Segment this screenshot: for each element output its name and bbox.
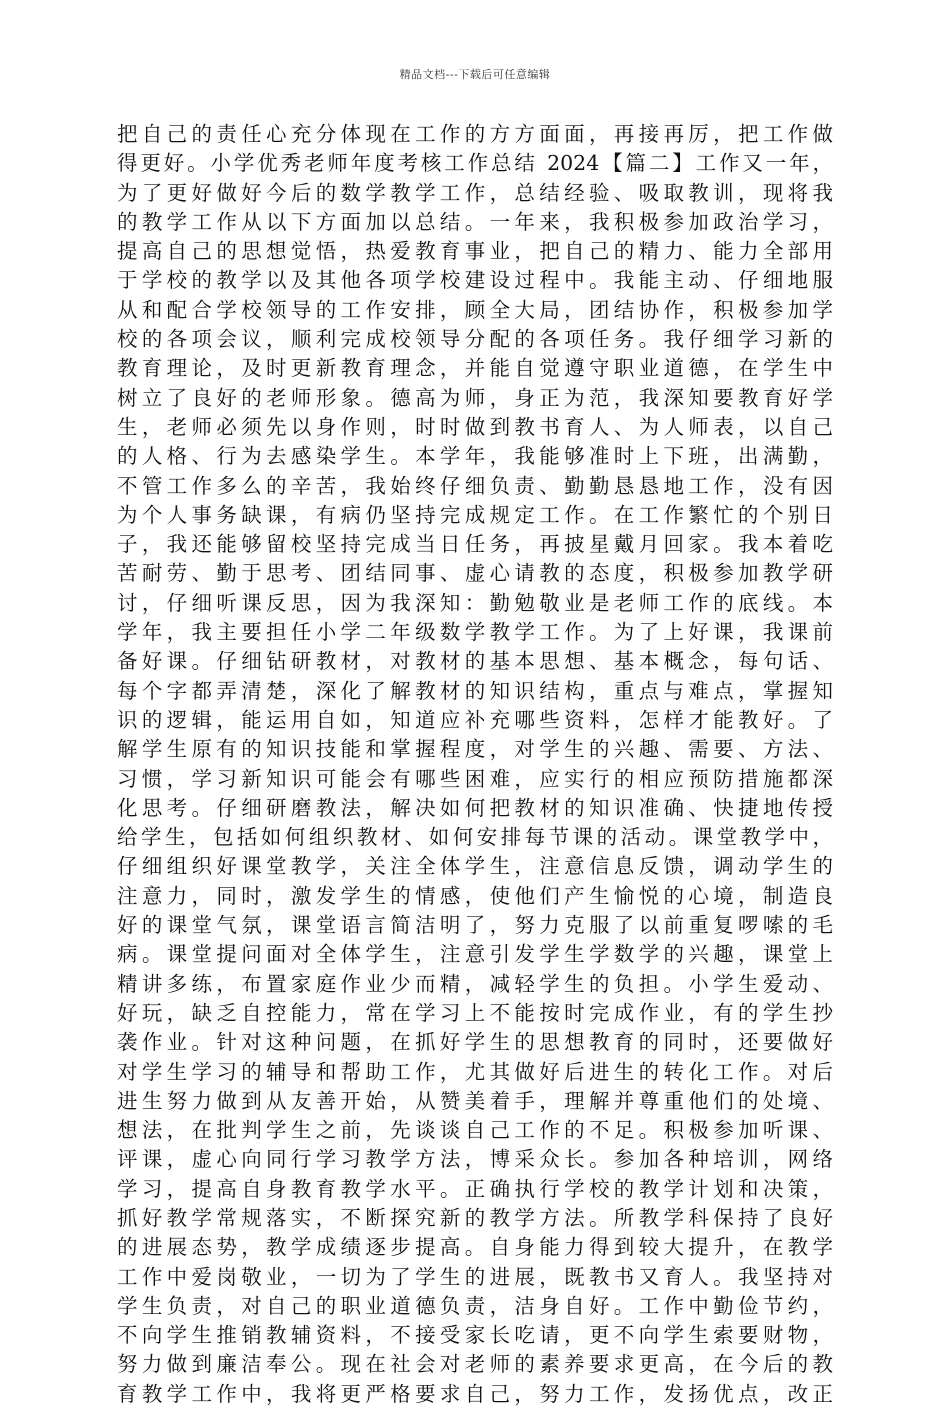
text-line: 不向学生推销教辅资料，不接受家长吃请，更不向学生索要财物， bbox=[117, 1323, 833, 1348]
text-line: 苦耐劳、勤于思考、团结同事、虚心请教的态度，积极参加教学研 bbox=[117, 561, 833, 586]
text-line: 学年，我主要担任小学二年级数学教学工作。为了上好课，我课前 bbox=[117, 620, 833, 645]
text-line: 识的逻辑，能运用自如，知道应补充哪些资料，怎样才能教好。了 bbox=[117, 707, 833, 732]
text-line: 病。课堂提问面对全体学生，注意引发学生学数学的兴趣，课堂上 bbox=[117, 942, 833, 967]
text-line: 为了更好做好今后的数学教学工作，总结经验、吸取教训，现将我 bbox=[117, 180, 833, 205]
text-line: 仔细组织好课堂教学，关注全体学生，注意信息反馈，调动学生的 bbox=[117, 854, 833, 879]
text-line: 于学校的教学以及其他各项学校建设过程中。我能主动、仔细地服 bbox=[117, 268, 833, 293]
text-line: 得更好。小学优秀老师年度考核工作总结 2024【篇二】工作又一年， bbox=[117, 151, 833, 176]
text-line: 袭作业。针对这种问题，在抓好学生的思想教育的同时，还要做好 bbox=[117, 1030, 833, 1055]
text-line: 教育理论，及时更新教育理念，并能自觉遵守职业道德，在学生中 bbox=[117, 356, 833, 381]
text-line: 从和配合学校领导的工作安排，顾全大局，团结协作，积极参加学 bbox=[117, 297, 833, 322]
text-line: 校的各项会议，顺利完成校领导分配的各项任务。我仔细学习新的 bbox=[117, 327, 833, 352]
text-line: 的教学工作从以下方面加以总结。一年来，我积极参加政治学习， bbox=[117, 209, 833, 234]
text-line: 不管工作多么的辛苦，我始终仔细负责、勤勤恳恳地工作，没有因 bbox=[117, 473, 833, 498]
text-line: 的进展态势，教学成绩逐步提高。自身能力得到较大提升，在教学 bbox=[117, 1235, 833, 1260]
text-line: 注意力，同时，激发学生的情感，使他们产生愉悦的心境，制造良 bbox=[117, 883, 833, 908]
text-line: 生，老师必须先以身作则，时时做到教书育人、为人师表，以自己 bbox=[117, 414, 833, 439]
text-line: 抓好教学常规落实，不断探究新的教学方法。所教学科保持了良好 bbox=[117, 1205, 833, 1230]
text-line: 备好课。仔细钻研教材，对教材的基本思想、基本概念，每句话、 bbox=[117, 649, 833, 674]
text-line: 习惯，学习新知识可能会有哪些困难，应实行的相应预防措施都深 bbox=[117, 766, 833, 791]
text-line: 解学生原有的知识技能和掌握程度，对学生的兴趣、需要、方法、 bbox=[117, 737, 833, 762]
text-line: 好玩，缺乏自控能力，常在学习上不能按时完成作业，有的学生抄 bbox=[117, 1000, 833, 1025]
text-line: 精讲多练，布置家庭作业少而精，减轻学生的负担。小学生爱动、 bbox=[117, 971, 833, 996]
text-line: 工作中爱岗敬业，一切为了学生的进展，既教书又育人。我坚持对 bbox=[117, 1264, 833, 1289]
document-body bbox=[117, 120, 833, 1409]
page-header: 精品文档---下载后可任意编辑 bbox=[399, 68, 551, 81]
text-line: 好的课堂气氛，课堂语言简洁明了，努力克服了以前重复啰嗦的毛 bbox=[117, 913, 833, 938]
text-line: 化思考。仔细研磨教法，解决如何把教材的知识准确、快捷地传授 bbox=[117, 795, 833, 820]
text-line: 的人格、行为去感染学生。本学年，我能够准时上下班，出满勤， bbox=[117, 444, 833, 469]
text-line: 给学生，包括如何组织教材、如何安排每节课的活动。课堂教学中， bbox=[117, 825, 833, 850]
text-line: 学生负责，对自己的职业道德负责，洁身自好。工作中勤俭节约， bbox=[117, 1293, 833, 1318]
text-line: 提高自己的思想觉悟，热爱教育事业，把自己的精力、能力全部用 bbox=[117, 239, 833, 264]
text-line: 树立了良好的老师形象。德高为师，身正为范，我深知要教育好学 bbox=[117, 385, 833, 410]
text-line: 学习，提高自身教育教学水平。正确执行学校的教学计划和决策， bbox=[117, 1176, 833, 1201]
text-line: 努力做到廉洁奉公。现在社会对老师的素养要求更高，在今后的教 bbox=[117, 1352, 833, 1377]
text-line: 对学生学习的辅导和帮助工作，尤其做好后进生的转化工作。对后 bbox=[117, 1059, 833, 1084]
text-line: 想法，在批判学生之前，先谈谈自己工作的不足。积极参加听课、 bbox=[117, 1118, 833, 1143]
text-line: 讨，仔细听课反思，因为我深知：勤勉敬业是老师工作的底线。本 bbox=[117, 590, 833, 615]
text-line: 把自己的责任心充分体现在工作的方方面面，再接再厉，把工作做 bbox=[117, 122, 833, 146]
text-line: 为个人事务缺课，有病仍坚持完成规定工作。在工作繁忙的个别日 bbox=[117, 502, 833, 527]
text-line: 每个字都弄清楚，深化了解教材的知识结构，重点与难点，掌握知 bbox=[117, 678, 833, 703]
text-line: 子，我还能够留校坚持完成当日任务，再披星戴月回家。我本着吃 bbox=[117, 532, 833, 557]
text-line: 育教学工作中，我将更严格要求自己，努力工作，发扬优点，改正 bbox=[117, 1381, 833, 1406]
text-line: 进生努力做到从友善开始，从赞美着手，理解并尊重他们的处境、 bbox=[117, 1088, 833, 1113]
text-line: 评课，虚心向同行学习教学方法，博采众长。参加各种培训，网络 bbox=[117, 1147, 833, 1172]
